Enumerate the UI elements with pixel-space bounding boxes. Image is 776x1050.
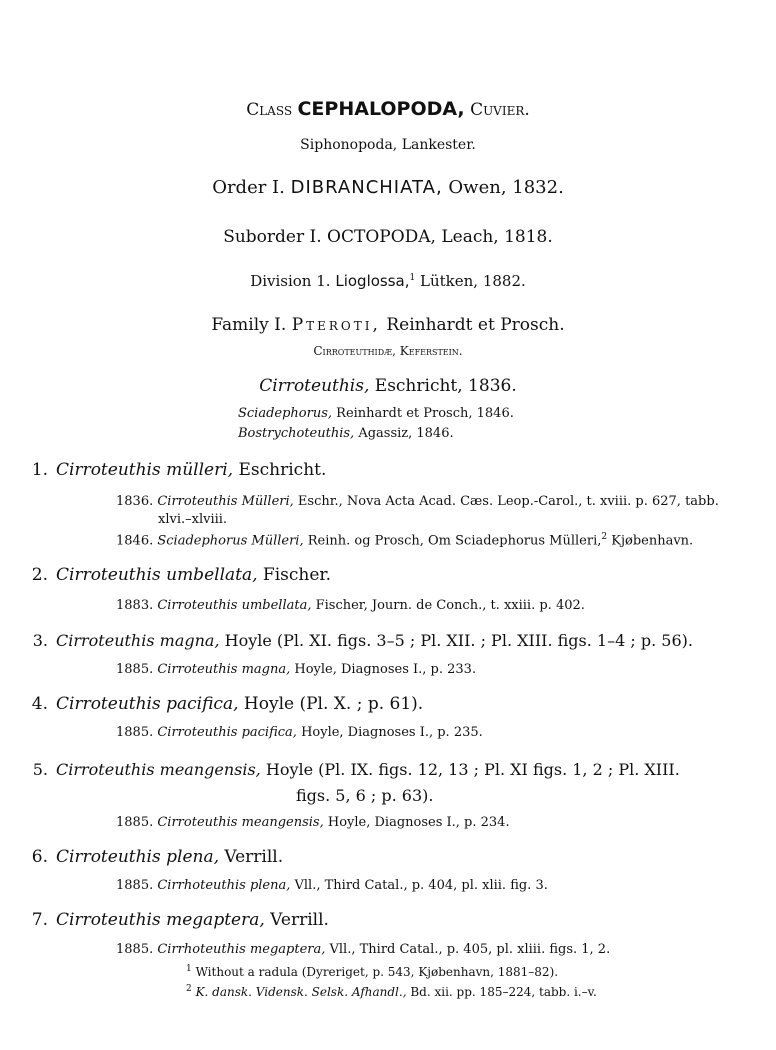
- family-heading: [0, 315, 776, 335]
- footnote-text: Bd. xii. pp. 185–224, tabb. i.–v.: [410, 985, 597, 999]
- species-author: Verrill.: [224, 847, 284, 867]
- species-name: Cirroteuthis plena,: [56, 847, 219, 867]
- species-author-cont: figs. 5, 6 ; p. 63).: [296, 786, 434, 805]
- species-entry-5: [26, 760, 680, 779]
- genus-author: Eschricht, 1836.: [374, 376, 517, 396]
- species-number: 6.: [31, 847, 48, 867]
- footnote-mark: 1: [186, 964, 192, 974]
- species-entry-1: [26, 460, 326, 480]
- division-author: Lütken, 1882.: [420, 272, 526, 290]
- species-entry-3: [26, 631, 693, 650]
- division-name: Lioglossa,: [335, 272, 410, 290]
- class-prefix: Class: [246, 100, 293, 120]
- species-name: Cirroteuthis umbellata,: [56, 565, 258, 585]
- reference-line: 1885. Cirrhoteuthis megaptera, Vll., Third Catal., p. 405, pl. xliii. figs. 1, 2.: [116, 942, 611, 957]
- reference-line: 1846. Sciadephorus Mülleri, Reinh. og Prosch, Om Sciadephorus Mülleri,$^2$ Kjøbenhavn.: [116, 532, 694, 549]
- reference-line: 1885. Cirroteuthis magna, Hoyle, Diagnoses I., p. 233.: [116, 662, 477, 677]
- species-number: 5.: [32, 760, 48, 779]
- class-author: Cuvier.: [470, 100, 530, 120]
- division-heading: [0, 272, 776, 290]
- family-author: Reinhardt et Prosch.: [386, 315, 565, 335]
- species-number: 7.: [31, 910, 48, 930]
- footnote-mark: 2: [186, 984, 192, 994]
- species-author: Eschricht.: [238, 460, 327, 480]
- suborder-heading: Suborder I. OCTOPODA, Leach, 1818.: [223, 227, 553, 247]
- footnote-marker-2: 2: [601, 532, 608, 542]
- species-author: Hoyle (Pl. IX. figs. 12, 13 ; Pl. XI figs. 1, 2 ; Pl. XIII.: [265, 760, 680, 779]
- footnote-italic: K. dansk. Vidensk. Selsk. Afhandl.,: [195, 985, 407, 999]
- species-number: 4.: [31, 694, 48, 714]
- reference-line: 1883. Cirroteuthis umbellata, Fischer, Journ. de Conch., t. xxiii. p. 402.: [116, 598, 585, 613]
- genus-synonym-2: Bostrychoteuthis, Agassiz, 1846.: [238, 426, 454, 441]
- division-prefix: Division 1.: [250, 272, 331, 290]
- reference-line-cont: xlvi.–xlviii.: [158, 512, 228, 527]
- reference-line: 1885. Cirroteuthis pacifica, Hoyle, Diagnoses I., p. 235.: [116, 725, 483, 740]
- order-author: Owen, 1832.: [448, 177, 564, 198]
- footnote-text: Without a radula (Dyreriget, p. 543, Kjøbenhavn, 1881–82).: [195, 965, 559, 979]
- species-entry-4: [26, 694, 423, 714]
- species-name: Cirroteuthis megaptera,: [56, 910, 265, 930]
- class-heading: [0, 98, 776, 120]
- order-prefix: Order I.: [212, 177, 285, 198]
- species-author: Hoyle (Pl. XI. figs. 3–5 ; Pl. XII. ; Pl. XIII. figs. 1–4 ; p. 56).: [224, 631, 693, 650]
- species-entry-6: [26, 847, 283, 867]
- species-entry-7: [26, 910, 329, 930]
- species-author: Fischer.: [262, 565, 332, 585]
- genus-name: Cirroteuthis,: [259, 376, 370, 396]
- family-name: Pteroti,: [291, 315, 381, 335]
- order-heading: [0, 177, 776, 198]
- reference-line: 1836. Cirroteuthis Mülleri, Eschr., Nova Acta Acad. Cæs. Leop.-Carol., t. xviii. p. 627, tabb.: [116, 494, 719, 509]
- genus-heading: [0, 376, 776, 396]
- species-number: 3.: [32, 631, 48, 650]
- footnote-2: [186, 984, 597, 999]
- reference-line: 1885. Cirrhoteuthis plena, Vll., Third Catal., p. 404, pl. xlii. fig. 3.: [116, 878, 548, 893]
- species-name: Cirroteuthis pacifica,: [56, 694, 239, 714]
- species-name: Cirroteuthis magna,: [56, 631, 220, 650]
- siphonopoda-line: Siphonopoda, Lankester.: [300, 137, 476, 153]
- family-synonym: Cirroteuthidæ, Keferstein.: [313, 344, 463, 358]
- species-number: 1.: [31, 460, 48, 480]
- order-name: DIBRANCHIATA,: [290, 177, 443, 198]
- class-name: CEPHALOPODA,: [297, 98, 465, 120]
- footnote-marker-1: 1: [409, 273, 416, 283]
- footnote-1: [186, 964, 558, 979]
- species-author: Verrill.: [270, 910, 329, 930]
- species-name: Cirroteuthis meangensis,: [56, 760, 261, 779]
- species-author: Hoyle (Pl. X. ; p. 61).: [243, 694, 424, 714]
- reference-line: 1885. Cirroteuthis meangensis, Hoyle, Diagnoses I., p. 234.: [116, 815, 510, 830]
- species-name: Cirroteuthis mülleri,: [56, 460, 234, 480]
- family-prefix: Family I.: [211, 315, 287, 335]
- species-entry-2: [26, 565, 331, 585]
- genus-synonym-1: Sciadephorus, Reinhardt et Prosch, 1846.: [238, 406, 514, 421]
- species-number: 2.: [31, 565, 48, 585]
